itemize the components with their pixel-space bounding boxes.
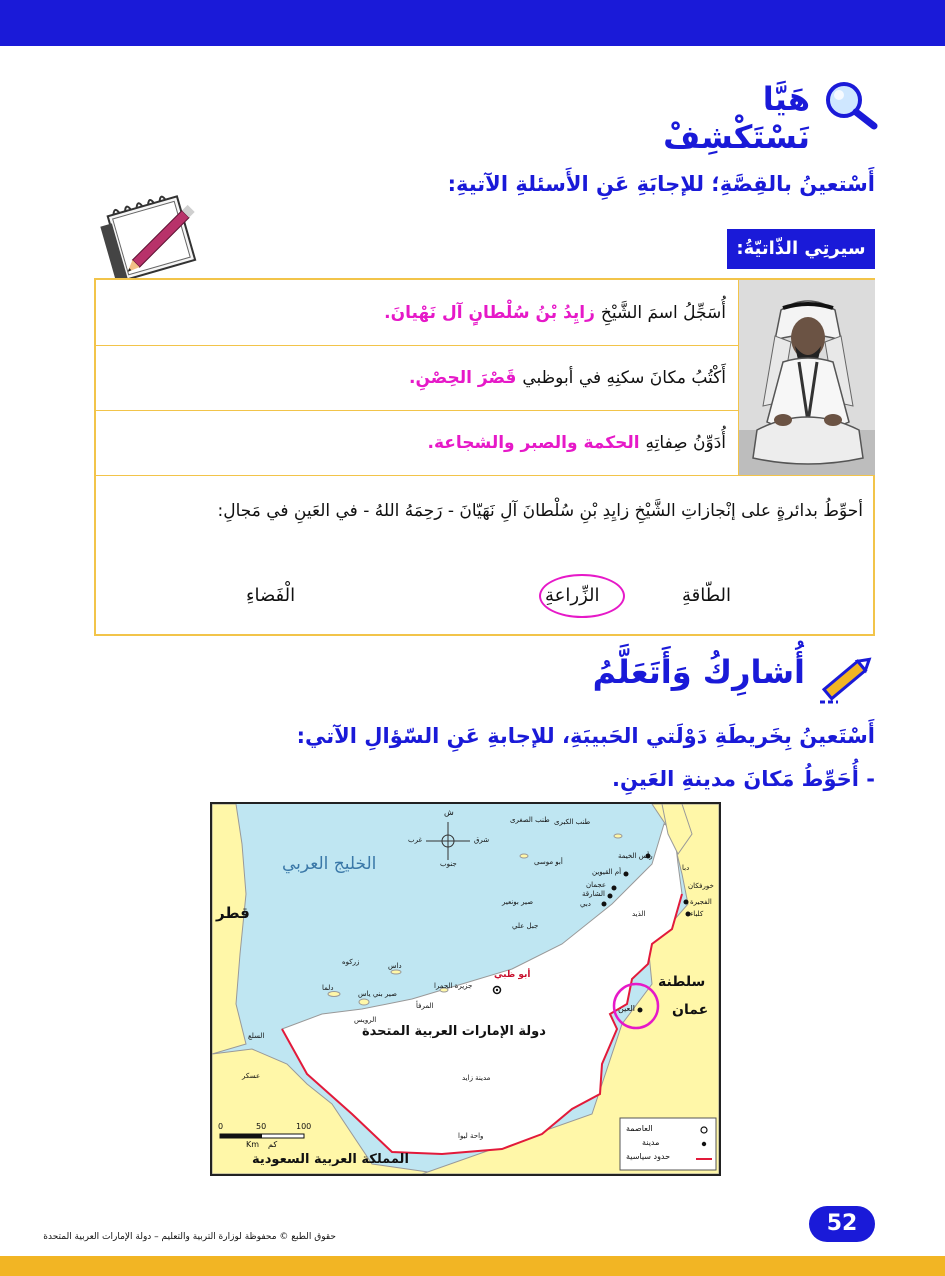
explore-heading: هَيَّا نَسْتَكْشِفْ — [663, 80, 810, 156]
bio-row-answer: قَصْرَ الحِصْنِ. — [408, 368, 517, 388]
scale-unit-ar: كم — [268, 1140, 278, 1149]
share-heading: أُشارِكُ وَأَتَعَلَّمُ — [592, 653, 805, 691]
uae-map — [210, 802, 721, 1176]
city-sharjah: الشارقة — [582, 890, 605, 898]
city-umm-al-quwain: أم القيوين — [592, 868, 622, 876]
city-fujairah: الفجيرة — [690, 898, 712, 906]
island-askar: عسكر — [242, 1072, 261, 1080]
bio-row-prompt: أُدَوِّنُ صِفاتِهِ — [645, 433, 726, 453]
label-oman-1: سلطنة — [658, 974, 706, 990]
explore-instruction: أَسْتعينُ بالقِصَّةِ؛ للإجابَةِ عَنِ الأَسئلةِ الآتيةِ: — [447, 172, 875, 196]
scale-0: 0 — [218, 1122, 224, 1131]
label-gulf: الخليج العربي — [282, 854, 377, 874]
island-greater-tunb: طنب الكبرى — [554, 818, 591, 826]
legend-city: مدينة — [642, 1138, 660, 1147]
bio-label: سيرتِي الذّاتيّةُ: — [727, 229, 875, 269]
island-sir-abu-nuair: صير بونعير — [502, 898, 534, 906]
compass-west: غرب — [408, 836, 423, 844]
label-saudi: المملكة العربية السعودية — [252, 1152, 409, 1167]
sheikh-photo — [738, 280, 875, 476]
scale-50: 50 — [256, 1122, 267, 1131]
copyright-text: حقوق الطبع © محفوظة لوزارة التربية والتعليم – دولة الإمارات العربية المتحدة — [43, 1232, 336, 1242]
option-space[interactable]: الْفَضاءِ — [246, 585, 296, 606]
city-kalba: كلباء — [690, 910, 704, 918]
scale-100: 100 — [296, 1122, 312, 1131]
city-ruwais: الرويس — [354, 1016, 377, 1024]
city-ajman: عجمان — [586, 881, 607, 889]
bio-row-prompt: أُسَجِّلُ اسمَ الشَّيْخِ — [600, 302, 726, 323]
bio-row-answer: زايِدُ بْنُ سُلْطانٍ آل نَهْيانَ. — [384, 302, 595, 323]
city-dubai: دبي — [580, 900, 591, 908]
bio-row-traits — [96, 411, 738, 476]
city-khor-fakkan: خورفكان — [688, 882, 714, 890]
legend-capital: العاصمة — [626, 1124, 653, 1133]
island-sir-bani-yas: صير بني ياس — [358, 990, 397, 998]
island-lesser-tunb: طنب الصغرى — [510, 816, 550, 824]
city-jebel-ali: جبل علي — [512, 922, 539, 930]
selected-answer-circle — [539, 574, 625, 618]
city-liwa: واحة ليوا — [458, 1132, 484, 1140]
scale-unit-en: Km — [246, 1140, 260, 1149]
top-header-bar — [0, 0, 945, 46]
bottom-accent-bar — [0, 1256, 945, 1276]
achievements-question: أحوِّطُ بدائرةٍ على إنْجازاتِ الشَّيْخِ زايِدِ بْنِ سُلْطانَ آلِ نَهَيّانَ - رَحِمَهُ اللهُ - في العَينِ في مَجالِ: — [217, 501, 863, 521]
pencil-icon — [816, 648, 878, 708]
notebook-pencil-icon — [95, 186, 215, 286]
bio-row-name — [96, 280, 738, 346]
page-number: 52 — [809, 1206, 875, 1242]
island-abu-musa: أبو موسى — [534, 858, 563, 866]
island-das: داس — [388, 962, 402, 970]
label-oman-2: عمان — [672, 1002, 709, 1018]
bio-row-prompt: أَكْتُبُ مكانَ سكنِهِ في أبوظبي — [522, 368, 726, 388]
island-zirku: زركوه — [342, 958, 360, 966]
compass-east: شرق — [474, 836, 490, 844]
share-task: - أُحَوِّطُ مَكانَ مدينةِ العَينِ. — [611, 767, 875, 791]
compass-north: ش — [444, 808, 454, 817]
option-energy[interactable]: الطّاقةِ — [682, 585, 731, 606]
magnifier-icon — [820, 78, 880, 130]
label-al-ain: العين — [618, 1004, 636, 1013]
island-al-hamra: جزيرة الحمرا — [434, 982, 473, 990]
city-madinat-zayed: مدينة زايد — [462, 1074, 491, 1082]
island-dalma: دلما — [322, 984, 334, 992]
compass-south: جنوب — [440, 860, 457, 868]
city-dhaid: الذيد — [632, 910, 646, 918]
share-instruction: أَسْتَعينُ بِخَريطَةِ دَوْلَتي الحَبيبَةِ، للإجابةِ عَنِ السّؤالِ الآتي: — [296, 724, 875, 748]
label-capital: أبو ظبي — [494, 970, 531, 980]
city-silaa: السلع — [248, 1032, 265, 1040]
option-agriculture[interactable]: الزِّراعةِ — [545, 585, 600, 606]
legend-border: حدود سياسية — [626, 1152, 671, 1161]
label-qatar: قطر — [216, 904, 250, 922]
bio-table — [94, 278, 875, 636]
sheikh-portrait-image — [739, 280, 875, 476]
bio-row-answer: الحكمة والصبر والشجاعة. — [427, 433, 640, 453]
label-uae: دولة الإمارات العربية المتحدة — [362, 1024, 546, 1039]
bio-row-residence — [96, 346, 738, 411]
city-ras-al-khaimah: رأس الخيمة — [618, 852, 653, 860]
city-mirfa: المرفأ — [416, 1002, 434, 1010]
city-dibba: دبا — [682, 864, 690, 872]
